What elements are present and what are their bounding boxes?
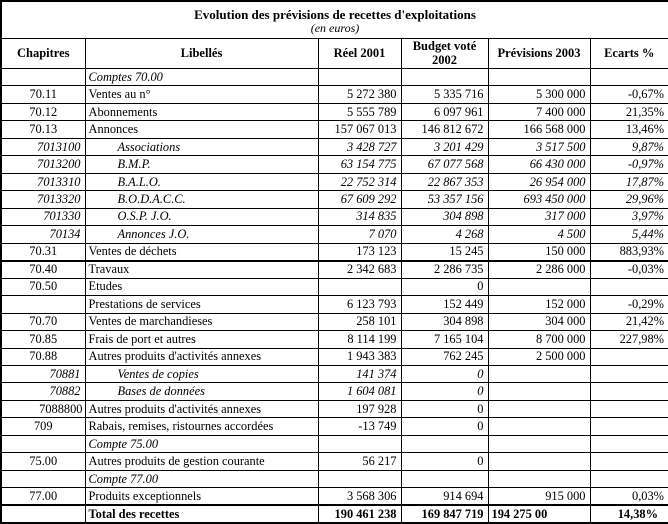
cell-budget: 762 245: [401, 348, 488, 365]
table-row: [1, 383, 668, 400]
cell-ecarts: [590, 418, 668, 435]
table-row: [1, 331, 668, 348]
cell-budget: 0: [401, 278, 488, 295]
cell-ecarts: [590, 348, 668, 365]
table-row: [1, 488, 668, 505]
cell-reel: 5 555 789: [318, 103, 401, 120]
cell-chapitre: 70134: [1, 226, 85, 243]
cell-reel: 258 101: [318, 313, 401, 330]
cell-previsions: 304 000: [488, 313, 590, 330]
cell-libelle: Ventes de marchandieses: [85, 313, 318, 330]
cell-libelle: Autres produits d'activités annexes: [85, 400, 318, 417]
cell-chapitre: 701330: [1, 208, 85, 225]
cell-previsions: 7 400 000: [488, 103, 590, 120]
table-row: [1, 348, 668, 365]
cell-libelle: Travaux: [85, 261, 318, 278]
column-header-previsions-2003: Prévisions 2003: [488, 39, 590, 69]
cell-previsions: [488, 400, 590, 417]
cell-libelle: Ventes au n°: [85, 86, 318, 103]
cell-ecarts: [590, 435, 668, 452]
cell-previsions: 2 500 000: [488, 348, 590, 365]
cell-reel: 6 123 793: [318, 296, 401, 313]
cell-reel: 67 609 292: [318, 191, 401, 208]
page-subtitle: (en euros): [310, 20, 360, 35]
cell-chapitre: 7013100: [1, 138, 85, 155]
cell-chapitre: 70.88: [1, 348, 85, 365]
cell-chapitre: 70.40: [1, 261, 85, 278]
cell-previsions: 693 450 000: [488, 191, 590, 208]
cell-libelle: B.O.D.A.C.C.: [85, 191, 318, 208]
cell-budget: 2 286 735: [401, 261, 488, 278]
cell-reel: [318, 69, 401, 86]
table-row: [1, 173, 668, 190]
table-row: [1, 296, 668, 313]
cell-budget: 67 077 568: [401, 156, 488, 173]
cell-reel: 1 943 383: [318, 348, 401, 365]
cell-libelle: Prestations de services: [85, 296, 318, 313]
cell-ecarts: 0,03%: [590, 488, 668, 505]
cell-budget: 146 812 672: [401, 121, 488, 138]
cell-previsions: 2 286 000: [488, 261, 590, 278]
table-row: [1, 470, 668, 487]
cell-libelle: Associations: [85, 138, 318, 155]
cell-budget: 5 335 716: [401, 86, 488, 103]
table-row: [1, 208, 668, 225]
cell-previsions: 152 000: [488, 296, 590, 313]
cell-reel: 1 604 081: [318, 383, 401, 400]
table-row: [1, 103, 668, 120]
cell-reel: [318, 470, 401, 487]
cell-ecarts: 5,44%: [590, 226, 668, 243]
cell-previsions: 8 700 000: [488, 331, 590, 348]
cell-budget: 6 097 961: [401, 103, 488, 120]
cell-reel: 314 835: [318, 208, 401, 225]
cell-reel: 3 568 306: [318, 488, 401, 505]
cell-budget: [401, 470, 488, 487]
cell-previsions: 26 954 000: [488, 173, 590, 190]
cell-chapitre: 7088800: [1, 400, 85, 417]
table-row: [1, 365, 668, 382]
table-row: [1, 278, 668, 295]
cell-previsions: 915 000: [488, 488, 590, 505]
cell-ecarts: -0,03%: [590, 261, 668, 278]
cell-ecarts: 13,46%: [590, 121, 668, 138]
cell-chapitre: [1, 470, 85, 487]
cell-ecarts: -0,97%: [590, 156, 668, 173]
cell-ecarts: [590, 69, 668, 86]
cell-previsions: 166 568 000: [488, 121, 590, 138]
cell-reel: 63 154 775: [318, 156, 401, 173]
table-row: [1, 261, 668, 278]
cell-libelle: Ventes de copies: [85, 365, 318, 382]
cell-ecarts: -0,29%: [590, 296, 668, 313]
cell-chapitre: 709: [1, 418, 85, 435]
cell-ecarts: [590, 470, 668, 487]
cell-budget: 7 165 104: [401, 331, 488, 348]
cell-budget: 0: [401, 383, 488, 400]
cell-previsions: [488, 435, 590, 452]
cell-reel: 190 461 238: [318, 505, 401, 523]
column-header-libelles: Libellés: [85, 39, 318, 69]
cell-budget: 152 449: [401, 296, 488, 313]
cell-reel: 173 123: [318, 243, 401, 260]
table-body: [1, 69, 668, 524]
table-row: [1, 121, 668, 138]
cell-libelle: Autres produits de gestion courante: [85, 453, 318, 470]
cell-libelle: Abonnements: [85, 103, 318, 120]
table-row: [1, 400, 668, 417]
cell-libelle: Compte 75.00: [85, 435, 318, 452]
page-title: Evolution des prévisions de recettes d'exploitations: [194, 6, 476, 22]
cell-chapitre: 70.85: [1, 331, 85, 348]
cell-ecarts: 17,87%: [590, 173, 668, 190]
cell-budget: 0: [401, 400, 488, 417]
cell-previsions: [488, 470, 590, 487]
cell-budget: [401, 435, 488, 452]
cell-ecarts: [590, 365, 668, 382]
column-header-row: [1, 39, 668, 69]
table-row: [1, 191, 668, 208]
cell-libelle: B.A.L.O.: [85, 173, 318, 190]
cell-previsions: 4 500: [488, 226, 590, 243]
cell-chapitre: [1, 505, 85, 523]
column-header-reel-2001: Réel 2001: [318, 39, 401, 69]
total-row: [1, 505, 668, 523]
cell-chapitre: 7013320: [1, 191, 85, 208]
cell-chapitre: 70882: [1, 383, 85, 400]
column-header-ecarts: Ecarts %: [590, 39, 668, 69]
cell-previsions: 194 275 00: [488, 505, 590, 523]
cell-ecarts: -0,67%: [590, 86, 668, 103]
cell-chapitre: 70.11: [1, 86, 85, 103]
table-row: [1, 418, 668, 435]
cell-reel: 7 070: [318, 226, 401, 243]
cell-chapitre: 7013310: [1, 173, 85, 190]
table-row: [1, 453, 668, 470]
cell-reel: 197 928: [318, 400, 401, 417]
cell-chapitre: 70881: [1, 365, 85, 382]
cell-chapitre: 70.31: [1, 243, 85, 260]
cell-budget: 169 847 719: [401, 505, 488, 523]
cell-ecarts: 227,98%: [590, 331, 668, 348]
cell-ecarts: 29,96%: [590, 191, 668, 208]
cell-ecarts: [590, 383, 668, 400]
cell-libelle: Annonces: [85, 121, 318, 138]
cell-budget: 0: [401, 453, 488, 470]
cell-libelle: Comptes 70.00: [85, 69, 318, 86]
cell-reel: [318, 278, 401, 295]
cell-budget: 22 867 353: [401, 173, 488, 190]
cell-ecarts: 883,93%: [590, 243, 668, 260]
cell-ecarts: 21,42%: [590, 313, 668, 330]
cell-reel: 8 114 199: [318, 331, 401, 348]
cell-previsions: 3 517 500: [488, 138, 590, 155]
cell-budget: 0: [401, 365, 488, 382]
cell-previsions: 66 430 000: [488, 156, 590, 173]
cell-chapitre: 70.70: [1, 313, 85, 330]
table-row: [1, 138, 668, 155]
cell-libelle: Ventes de déchets: [85, 243, 318, 260]
cell-reel: 3 428 727: [318, 138, 401, 155]
cell-reel: 141 374: [318, 365, 401, 382]
cell-ecarts: 14,38%: [590, 505, 668, 523]
cell-reel: 22 752 314: [318, 173, 401, 190]
cell-ecarts: [590, 278, 668, 295]
cell-libelle: O.S.P. J.O.: [85, 208, 318, 225]
cell-budget: 3 201 429: [401, 138, 488, 155]
cell-libelle: B.M.P.: [85, 156, 318, 173]
cell-reel: 157 067 013: [318, 121, 401, 138]
cell-libelle: Annonces J.O.: [85, 226, 318, 243]
cell-budget: 914 694: [401, 488, 488, 505]
column-header-chapitres: Chapitres: [1, 39, 85, 69]
table-row: [1, 69, 668, 86]
cell-reel: 56 217: [318, 453, 401, 470]
cell-libelle: Etudes: [85, 278, 318, 295]
cell-previsions: 317 000: [488, 208, 590, 225]
cell-chapitre: 77.00: [1, 488, 85, 505]
cell-budget: 0: [401, 418, 488, 435]
cell-ecarts: [590, 453, 668, 470]
cell-libelle: Rabais, remises, ristournes accordées: [85, 418, 318, 435]
cell-budget: 15 245: [401, 243, 488, 260]
cell-libelle: Frais de port et autres: [85, 331, 318, 348]
cell-previsions: [488, 278, 590, 295]
table-row: [1, 226, 668, 243]
cell-budget: 4 268: [401, 226, 488, 243]
table-row: [1, 156, 668, 173]
cell-previsions: 150 000: [488, 243, 590, 260]
table-row: [1, 313, 668, 330]
cell-previsions: [488, 383, 590, 400]
cell-chapitre: [1, 435, 85, 452]
cell-chapitre: 70.13: [1, 121, 85, 138]
cell-reel: [318, 435, 401, 452]
cell-ecarts: 9,87%: [590, 138, 668, 155]
cell-ecarts: 21,35%: [590, 103, 668, 120]
cell-chapitre: 70.50: [1, 278, 85, 295]
cell-budget: 53 357 156: [401, 191, 488, 208]
cell-chapitre: [1, 69, 85, 86]
cell-previsions: [488, 69, 590, 86]
cell-budget: [401, 69, 488, 86]
cell-budget: 304 898: [401, 313, 488, 330]
cell-chapitre: [1, 296, 85, 313]
table-row: [1, 435, 668, 452]
cell-libelle: Compte 77.00: [85, 470, 318, 487]
cell-previsions: [488, 365, 590, 382]
table-row: [1, 86, 668, 103]
cell-budget: 304 898: [401, 208, 488, 225]
cell-chapitre: 75.00: [1, 453, 85, 470]
cell-reel: -13 749: [318, 418, 401, 435]
cell-ecarts: 3,97%: [590, 208, 668, 225]
cell-libelle: Produits exceptionnels: [85, 488, 318, 505]
cell-libelle: Autres produits d'activités annexes: [85, 348, 318, 365]
title-row: [1, 1, 668, 39]
cell-chapitre: 70.12: [1, 103, 85, 120]
cell-reel: 2 342 683: [318, 261, 401, 278]
table-row: [1, 243, 668, 260]
column-header-budget-vote-2002: Budget voté 2002: [401, 39, 488, 69]
cell-chapitre: 7013200: [1, 156, 85, 173]
cell-previsions: 5 300 000: [488, 86, 590, 103]
cell-previsions: [488, 453, 590, 470]
cell-ecarts: [590, 400, 668, 417]
cell-previsions: [488, 418, 590, 435]
cell-libelle: Bases de données: [85, 383, 318, 400]
cell-libelle: Total des recettes: [85, 505, 318, 523]
cell-reel: 5 272 380: [318, 86, 401, 103]
